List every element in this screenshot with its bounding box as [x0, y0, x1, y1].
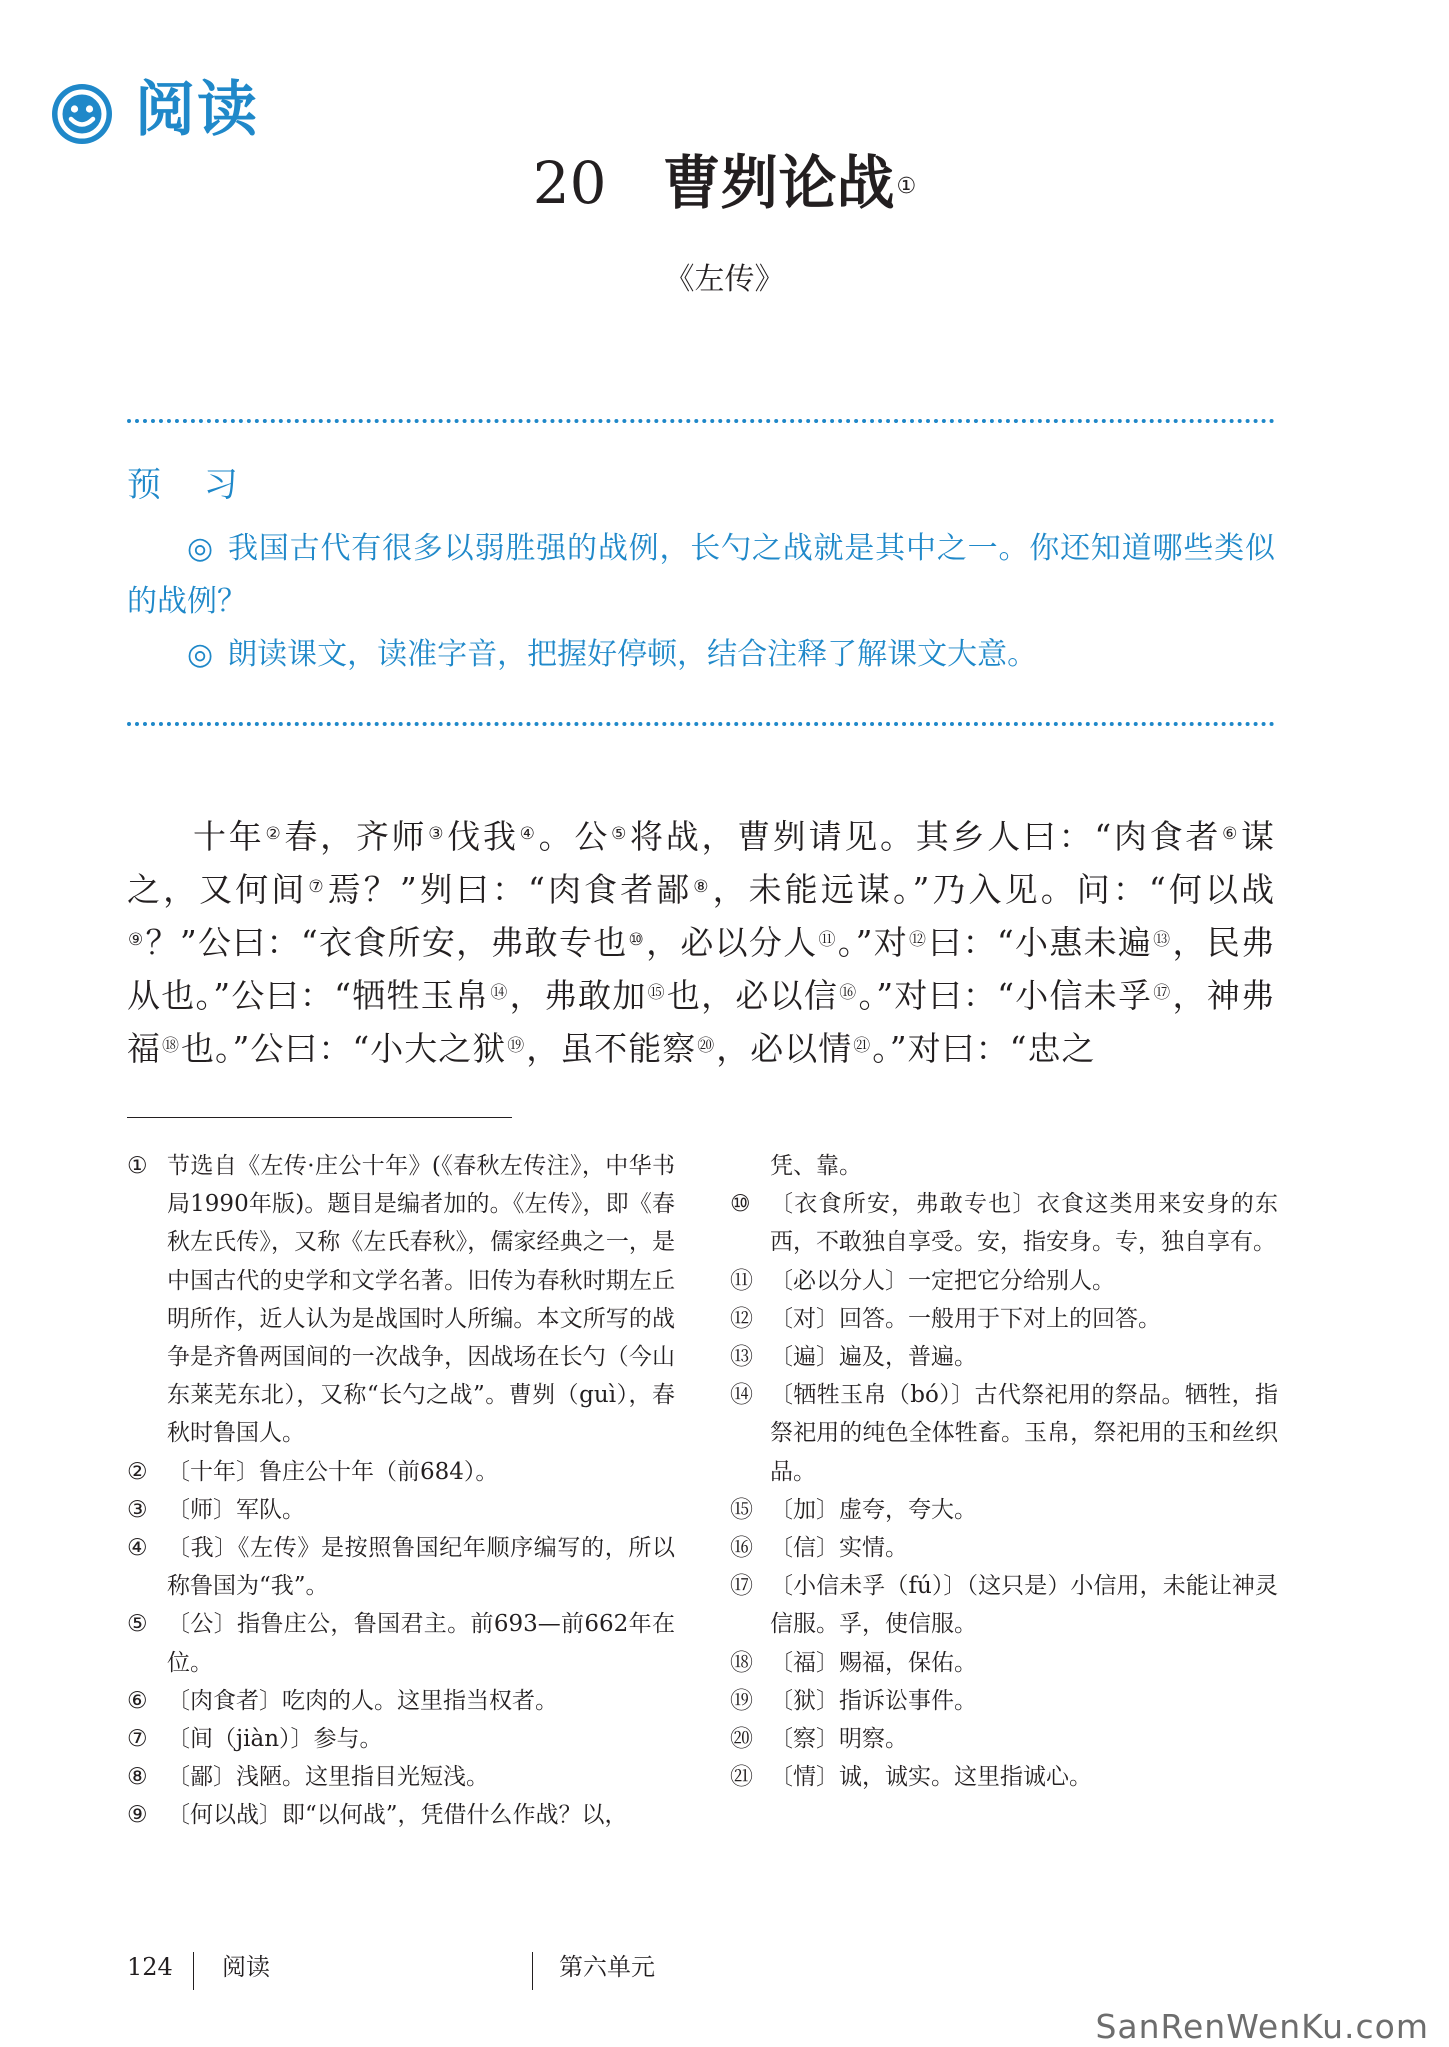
footnote-text: 〔福〕赐福，保佑。	[770, 1649, 977, 1676]
note-reference: ③	[428, 824, 447, 844]
main-text-segment: 曰：“小惠未遍	[928, 923, 1153, 962]
note-reference: ⑱	[162, 1036, 180, 1056]
smiley-face-icon	[52, 84, 112, 144]
footnote-text: 〔肉食者〕吃肉的人。这里指当权者。	[167, 1687, 558, 1714]
footnote	[730, 1376, 1278, 1491]
footnote-mark: ⑱	[730, 1649, 753, 1676]
main-text-segment: 春，齐师	[284, 817, 428, 856]
lesson-title-text: 曹刿论战	[662, 149, 895, 217]
footnote-mark: ⑩	[730, 1191, 751, 1218]
preview-heading: 预 习	[127, 465, 254, 505]
main-text-segment: 。”对	[837, 923, 909, 962]
footnote	[127, 1758, 675, 1796]
footnote-mark: ①	[127, 1153, 148, 1179]
main-text-segment: 。”对曰：“忠之	[872, 1029, 1096, 1068]
footnote-mark: ⑯	[730, 1535, 753, 1562]
note-reference: ⑬	[1153, 930, 1172, 950]
footnote-text: 节选自《左传·庄公十年》(《春秋左传注》，中华书局1990年版)。题目是编者加的。《左传》，即《春秋左氏传》，又称《左氏春秋》，儒家经典之一，是中国古代的史学和文学名著。旧传为春秋时期左丘明所作，近人认为是战国时人所编。本文所写的战争是齐鲁两国间的一次战争，因战场在长勺（今山东莱芜东北），又称“长勺之战”。曹刿（guì），春秋时鲁国人。	[167, 1153, 675, 1447]
footer-divider	[532, 1952, 533, 1990]
lesson-number: 20	[532, 149, 607, 217]
footnote-mark: ㉑	[730, 1764, 753, 1791]
footnote	[127, 1796, 675, 1834]
footnote-mark: ④	[127, 1535, 148, 1562]
footnote	[127, 1682, 675, 1720]
main-text-segment: ，未能远谋。”乃入见。问：“何以战	[712, 870, 1276, 909]
main-text-segment: ，弗敢加	[509, 976, 647, 1015]
footnote-mark: ⑫	[730, 1305, 753, 1332]
page-number: 124	[127, 1953, 173, 1981]
title-note-mark: ①	[896, 174, 917, 199]
note-reference: ⑯	[839, 983, 858, 1003]
footnote	[730, 1185, 1278, 1261]
note-reference: ②	[265, 824, 284, 844]
footnote-text: 〔对〕回答。一般用于下对上的回答。	[770, 1305, 1161, 1332]
footnote-text: 〔必以分人〕一定把它分给别人。	[770, 1267, 1115, 1294]
main-text-segment: 焉？”刿曰：“肉食者鄙	[327, 870, 693, 909]
footnote-mark: ⑦	[127, 1726, 148, 1753]
footnote	[730, 1338, 1278, 1376]
footnote	[730, 1567, 1278, 1643]
main-text-segment: ，虽不能察	[526, 1029, 697, 1068]
footer-section: 阅读	[222, 1953, 270, 1981]
note-reference: ⑭	[490, 983, 509, 1003]
dotted-divider-bottom	[127, 722, 1275, 726]
footnote-mark: ⑰	[730, 1573, 753, 1600]
preview-item	[127, 522, 1275, 628]
note-reference: ⑥	[1222, 824, 1241, 844]
note-reference: ⑫	[909, 930, 928, 950]
preview-body	[127, 522, 1275, 681]
preview-item-text: 我国古代有很多以弱胜强的战例，长勺之战就是其中之一。你还知道哪些类似的战例？	[127, 531, 1275, 619]
preview-marker: ◎	[187, 637, 214, 672]
note-reference: ⑨	[128, 930, 145, 950]
note-reference: ⑰	[1153, 983, 1172, 1003]
note-reference: ④	[519, 824, 538, 844]
dotted-divider-top	[127, 419, 1275, 423]
note-reference: ㉑	[853, 1036, 872, 1056]
footnote-text: 凭、靠。	[770, 1153, 862, 1179]
main-text-segment: 谋之，又何间	[127, 817, 1276, 909]
footer-unit: 第六单元	[559, 1953, 655, 1981]
footnote-text: 〔牺牲玉帛（bó）〕古代祭祀用的祭品。牺牲，指祭祀用的纯色全体牲畜。玉帛，祭祀用的玉和丝织品。	[770, 1382, 1278, 1485]
main-text-segment: 。公	[538, 817, 611, 856]
watermark: SanRenWenKu.com	[1095, 2007, 1429, 2046]
note-reference: ⑦	[308, 877, 327, 897]
footnote-text: 〔加〕虚夸，夸大。	[770, 1496, 977, 1523]
main-text-segment: 也，必以信	[666, 976, 839, 1015]
lesson-title	[0, 145, 1449, 221]
footnote-mark: ②	[127, 1458, 148, 1485]
footnote-text: 〔何以战〕即“以何战”，凭借什么作战？以，	[167, 1802, 628, 1829]
section-label: 阅读	[135, 75, 259, 145]
footnote-text: 〔情〕诚，诚实。这里指诚心。	[770, 1764, 1092, 1791]
main-text-segment: 也。”公曰：“小大之狱	[181, 1029, 507, 1068]
footnote	[127, 1453, 675, 1491]
footnote	[730, 1262, 1278, 1300]
footnote-mark: ⑮	[730, 1496, 753, 1523]
main-text-segment: 十年	[193, 817, 265, 856]
footnote-mark: ⑪	[730, 1267, 753, 1294]
footnote-text: 〔遍〕遍及，普遍。	[770, 1344, 977, 1371]
main-text-segment: 。”对曰：“小信未孚	[858, 976, 1153, 1015]
main-text-segment: ，神弗福	[127, 976, 1276, 1068]
footnote-text: 〔狱〕指诉讼事件。	[770, 1687, 977, 1714]
note-reference: ⑧	[693, 877, 712, 897]
footnote	[127, 1720, 675, 1758]
footnote-text: 〔鄙〕浅陋。这里指目光短浅。	[167, 1764, 489, 1791]
main-text-segment: ，民弗从也。”公曰：“牺牲玉帛	[127, 923, 1276, 1015]
footnote	[127, 1491, 675, 1529]
footnote-text: 〔我〕《左传》是按照鲁国纪年顺序编写的，所以称鲁国为“我”。	[167, 1535, 675, 1600]
footnote-text: 〔十年〕鲁庄公十年（前684）。	[167, 1458, 499, 1485]
footnote-mark: ⑧	[127, 1764, 148, 1791]
footnotes-left-column	[127, 1147, 675, 1835]
footnote-mark: ⑬	[730, 1344, 753, 1371]
footnote	[730, 1300, 1278, 1338]
footnote-continuation	[730, 1147, 1278, 1185]
footnote-text: 〔衣食所安，弗敢专也〕衣食这类用来安身的东西，不敢独自享受。安，指安身。专，独自享有。	[770, 1191, 1278, 1256]
footnote	[730, 1644, 1278, 1682]
footnote-text: 〔小信未孚（fú）〕（这只是）小信用，未能让神灵信服。孚，使信服。	[770, 1573, 1278, 1638]
footnote	[127, 1605, 675, 1681]
footnote-mark: ⑲	[730, 1687, 753, 1714]
note-reference: ⑳	[697, 1036, 716, 1056]
footnote-mark: ⑭	[730, 1382, 753, 1409]
note-reference: ⑩	[628, 930, 646, 950]
footnotes-right-column	[730, 1147, 1278, 1796]
footnote	[730, 1720, 1278, 1758]
footnote	[730, 1682, 1278, 1720]
footnote	[730, 1491, 1278, 1529]
footnote-mark: ⑳	[730, 1726, 753, 1753]
main-text-segment: 伐我	[447, 817, 519, 856]
preview-item-text: 朗读课文，读准字音，把握好停顿，结合注释了解课文大意。	[227, 637, 1038, 672]
footnote-text: 〔公〕指鲁庄公，鲁国君主。前693—前662年在位。	[167, 1611, 675, 1676]
footnote	[730, 1758, 1278, 1796]
footnote	[127, 1147, 675, 1453]
note-reference: ⑮	[647, 983, 666, 1003]
main-text-segment: ，必以分人	[646, 923, 818, 962]
note-reference: ⑤	[611, 824, 630, 844]
footnote-text: 〔间（jiàn）〕参与。	[167, 1726, 383, 1753]
footnote-mark: ⑥	[127, 1687, 148, 1714]
footer-divider	[193, 1952, 194, 1990]
footnote-separator	[127, 1117, 512, 1118]
footnote-mark: ⑤	[127, 1611, 148, 1638]
footnote-text: 〔师〕军队。	[167, 1496, 305, 1523]
preview-item	[127, 628, 1275, 681]
main-text-segment: 将战，曹刿请见。其乡人曰：“肉食者	[630, 817, 1222, 856]
footnote	[127, 1529, 675, 1605]
main-text-segment: ，必以情	[716, 1029, 853, 1068]
lesson-source: 《左传》	[664, 262, 785, 297]
main-text	[127, 810, 1275, 1075]
note-reference: ⑲	[507, 1036, 526, 1056]
footnote-mark: ③	[127, 1496, 148, 1523]
preview-marker: ◎	[187, 531, 214, 566]
footnote-mark: ⑨	[127, 1802, 148, 1829]
note-reference: ⑪	[818, 930, 837, 950]
footnote	[730, 1529, 1278, 1567]
footnote-text: 〔信〕实情。	[770, 1535, 908, 1562]
footnote-text: 〔察〕明察。	[770, 1726, 908, 1753]
main-text-segment: ？”公曰：“衣食所安，弗敢专也	[145, 923, 628, 962]
